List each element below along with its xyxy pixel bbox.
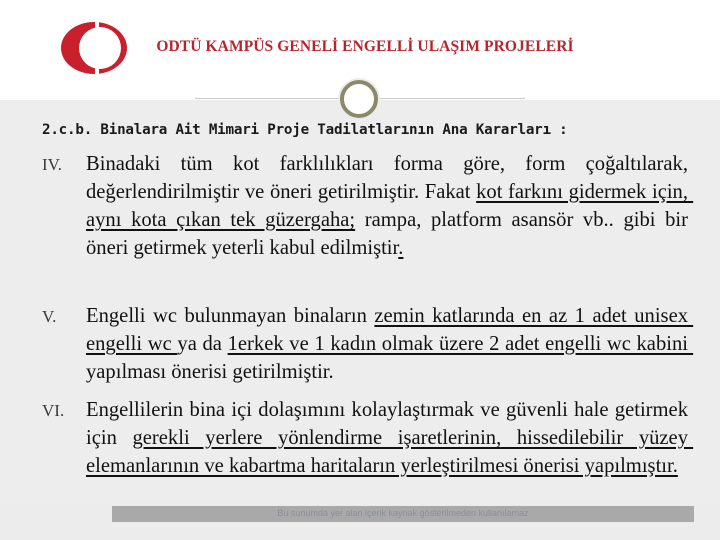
- item-number: V.: [42, 307, 57, 326]
- footer-notice: Bu sunumda yer alan içerik kaynak gösterilmeden kullanılamaz: [277, 508, 529, 518]
- list-item: [42, 396, 694, 480]
- text-segment: rampa, platform asansör vb.. gibi bir öneri getirmek yeterli kabul edilmiştir: [86, 209, 694, 259]
- text-segment: ya da: [177, 333, 228, 355]
- text-segment: yapılması önerisi getirilmiştir.: [86, 361, 334, 383]
- ring-decoration-icon: [340, 80, 378, 118]
- item-number: IV.: [42, 155, 62, 174]
- item-text: [86, 150, 694, 262]
- underlined-text: zemin katlarında en az 1 adet unisex engelli wc: [86, 305, 694, 355]
- text-segment: Binadaki tüm kot farklılıkları forma göre, form çoğaltılarak, değerlendirilmiştir ve öneri getirilmiştir. Fakat: [86, 153, 694, 203]
- text-segment: Engelli wc bulunmayan binaların: [86, 305, 375, 327]
- underlined-text: kot farkını gidermek için, aynı kota çıkan tek güzergaha;: [86, 181, 694, 231]
- item-number: VI.: [42, 401, 65, 420]
- underlined-text: gerekli yerlere yönlendirme işaretlerinin, hissedilebilir yüzey elemanlarının ve kabartma haritaların yerleştirilmesi önerisi yapılmıştır.: [86, 427, 694, 477]
- item-text: [86, 396, 694, 480]
- item-text: [86, 302, 694, 386]
- header-title: ODTÜ KAMPÜS GENELİ ENGELLİ ULAŞIM PROJELERİ: [156, 38, 574, 55]
- list-item: [42, 302, 694, 386]
- list-item: [42, 150, 694, 262]
- section-subtitle: 2.c.b. Binalara Ait Mimari Proje Tadilatlarının Ana Kararları :: [42, 122, 568, 138]
- underlined-text: .: [398, 237, 404, 259]
- underlined-text: 1erkek ve 1 kadın olmak üzere 2 adet engelli wc kabini: [227, 333, 694, 355]
- text-segment: Engellilerin bina içi dolaşımını kolaylaştırmak ve güvenli hale getirmek için: [86, 399, 694, 449]
- metu-logo-icon: [58, 20, 130, 76]
